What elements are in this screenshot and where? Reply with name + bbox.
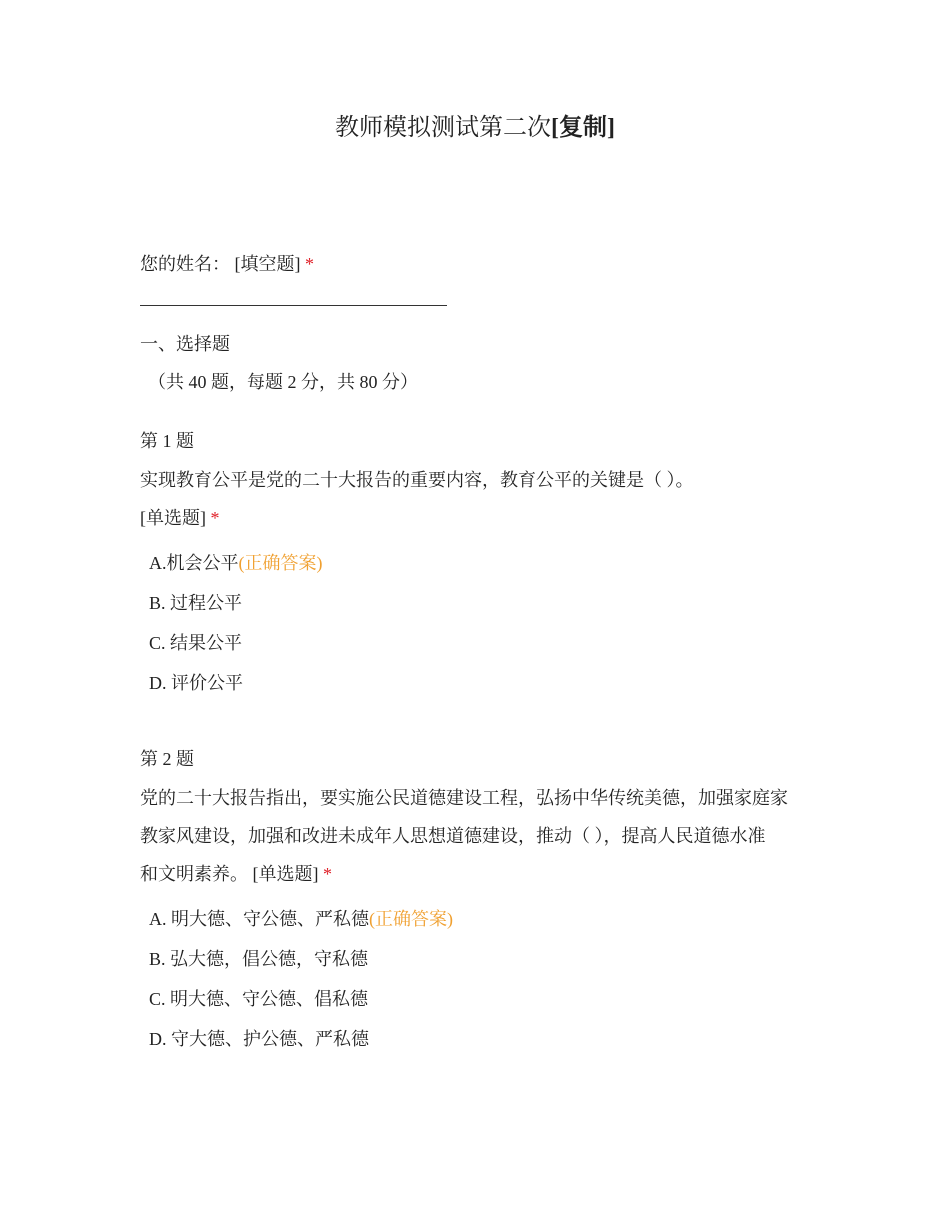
question-2-option-a[interactable]: A. 明大德、守公德、严私德(正确答案) — [149, 909, 453, 929]
question-1-number: 第 1 题 — [140, 431, 194, 451]
question-2-text-line-1: 党的二十大报告指出，要实施公民道德建设工程，弘扬中华传统美德，加强家庭家 — [140, 788, 788, 808]
name-input-line[interactable] — [140, 305, 447, 306]
question-1-text: 实现教育公平是党的二十大报告的重要内容，教育公平的关键是（ ）。 — [140, 470, 694, 490]
question-1-option-d[interactable]: D. 评价公平 — [149, 673, 243, 693]
page-title — [0, 112, 950, 144]
question-1-type: [单选题] — [140, 508, 206, 528]
question-2-option-d[interactable]: D. 守大德、护公德、严私德 — [149, 1029, 369, 1049]
title-main: 教师模拟测试第二次 — [335, 115, 551, 141]
name-question-type: [填空题] — [234, 254, 301, 274]
question-1-option-c[interactable]: C. 结果公平 — [149, 633, 243, 653]
question-2-option-b[interactable]: B. 弘大德，倡公德，守私德 — [149, 949, 369, 969]
name-question — [140, 252, 820, 276]
question-2-type: [单选题] — [252, 864, 319, 884]
question-2-option-c[interactable]: C. 明大德、守公德、倡私德 — [149, 989, 369, 1009]
section-note: （共 40 题，每题 2 分，共 80 分） — [148, 372, 418, 392]
question-2-text-line-2: 教家风建设，加强和改进未成年人思想道德建设，推动（ ），提高人民道德水准 — [140, 826, 766, 846]
question-1-option-a[interactable]: A.机会公平(正确答案) — [149, 553, 323, 573]
required-marker: * — [323, 864, 332, 884]
question-1-meta — [140, 506, 820, 530]
correct-answer-tag: (正确答案) — [369, 909, 453, 929]
required-marker: * — [305, 254, 314, 274]
required-marker: * — [210, 508, 220, 528]
correct-answer-tag: (正确答案) — [238, 553, 323, 573]
title-suffix: [复制] — [551, 115, 615, 141]
section-heading: 一、选择题 — [140, 334, 230, 354]
question-2-text-line-3: 和文明素养。 [单选题] * — [140, 864, 332, 884]
question-2-number: 第 2 题 — [140, 749, 194, 769]
question-1-option-b[interactable]: B. 过程公平 — [149, 593, 243, 613]
name-question-label: 您的姓名： — [140, 254, 230, 274]
